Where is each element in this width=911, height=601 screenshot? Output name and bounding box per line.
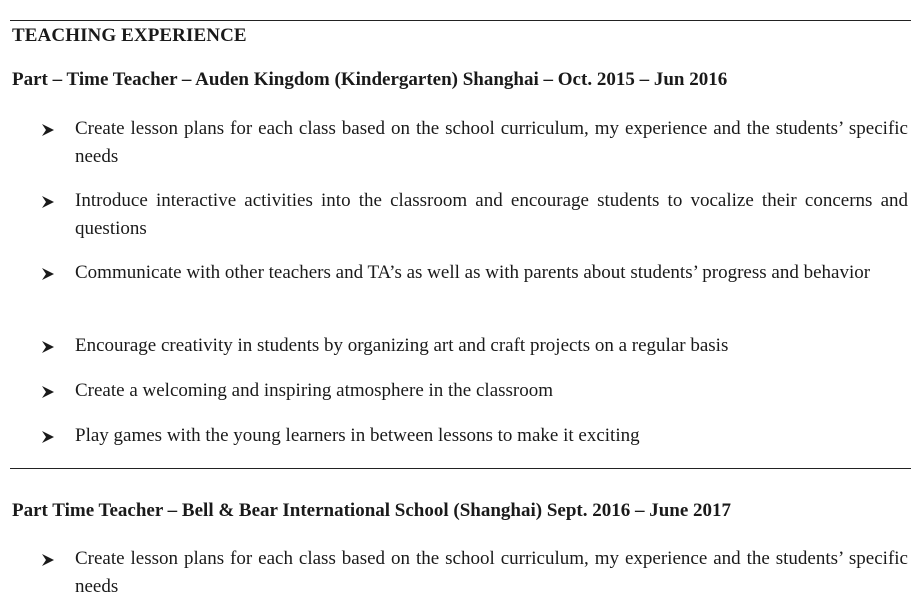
job-title-auden-kingdom: Part – Time Teacher – Auden Kingdom (Kindergarten) Shanghai – Oct. 2015 – Jun 2016 [12, 69, 728, 90]
section-title: TEACHING EXPERIENCE [12, 25, 247, 46]
arrowhead-bullet-icon [42, 268, 54, 280]
arrowhead-bullet-icon [42, 431, 54, 443]
job-title-bell-and-bear: Part Time Teacher – Bell & Bear International School (Shanghai) Sept. 2016 – June 2017 [12, 500, 732, 521]
list-item-text: Play games with the young learners in between lessons to make it exciting [75, 425, 640, 446]
list-item-text: Encourage creativity in students by organizing art and craft projects on a regular basis [75, 335, 729, 356]
section-divider [10, 468, 911, 469]
arrowhead-bullet-icon [42, 554, 54, 566]
list-item-text: Communicate with other teachers and TA’s as well as with parents about students’ progress and behavior [75, 262, 871, 283]
arrowhead-bullet-icon [42, 386, 54, 398]
list-item-text: Create a welcoming and inspiring atmosphere in the classroom [75, 380, 554, 401]
arrowhead-bullet-icon [42, 341, 54, 353]
top-divider [10, 20, 911, 21]
list-item-text: Create lesson plans for each class based on the school curriculum, my experience and the students’ specific needs [75, 548, 908, 597]
list-item-text: Introduce interactive activities into the classroom and encourage students to vocalize their concerns and questions [75, 190, 908, 239]
arrowhead-bullet-icon [42, 196, 54, 208]
arrowhead-bullet-icon [42, 124, 54, 136]
list-item-text: Create lesson plans for each class based on the school curriculum, my experience and the students’ specific needs [75, 118, 908, 167]
